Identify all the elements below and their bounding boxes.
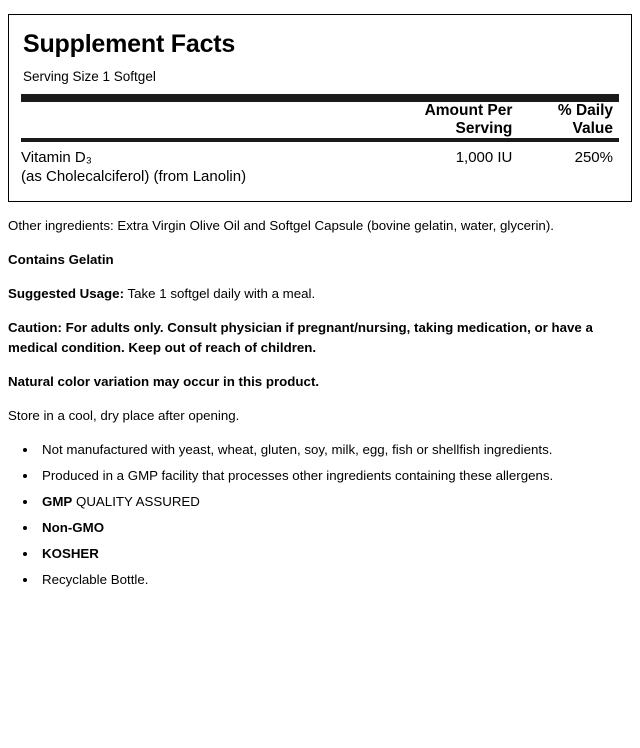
- list-item-text: Not manufactured with yeast, wheat, gluten, soy, milk, egg, fish or shellfish ingredients.: [42, 442, 553, 458]
- nutrient-rows: [21, 142, 619, 187]
- caution-statement: Caution: For adults only. Consult physician if pregnant/nursing, taking medication, or have a medical condition. Keep out of reach of children.: [8, 320, 593, 355]
- list-item: [38, 570, 632, 590]
- header-daily-value: [512, 102, 619, 139]
- table-header-row: [21, 102, 619, 139]
- header-dv-line1: % Daily: [557, 101, 613, 119]
- other-ingredients: Other ingredients: Extra Virgin Olive Oil and Softgel Capsule (bovine gelatin, water, glycerin).: [8, 217, 554, 233]
- panel-bottom-space: [21, 187, 619, 191]
- storage-statement: Store in a cool, dry place after opening.: [8, 408, 240, 424]
- claims-list: [8, 440, 632, 590]
- list-item-bold: GMP: [42, 494, 73, 510]
- suggested-usage-text: Take 1 softgel daily with a meal.: [124, 286, 316, 302]
- list-item-text: Recyclable Bottle.: [42, 572, 149, 588]
- contains-statement: Contains Gelatin: [8, 251, 114, 267]
- header-amount-line1: Amount Per: [424, 101, 513, 119]
- list-item-bold: KOSHER: [42, 546, 99, 562]
- suggested-usage-label: Suggested Usage:: [8, 286, 125, 302]
- list-item-text: Produced in a GMP facility that processes other ingredients containing these allergens.: [42, 468, 554, 484]
- table-row-sub: [21, 168, 619, 187]
- table-row: [21, 142, 619, 168]
- list-item: [38, 544, 632, 564]
- label-body-text: [8, 202, 632, 590]
- nutrient-name: Vitamin D₃: [21, 149, 92, 167]
- nutrient-amount: 1,000 IU: [455, 149, 513, 167]
- header-amount-per-serving: [364, 102, 512, 139]
- panel-title: Supplement Facts: [23, 30, 236, 58]
- header-blank: [21, 102, 364, 139]
- serving-size: Serving Size 1 Softgel: [23, 68, 156, 84]
- list-item-bold: Non-GMO: [42, 520, 105, 536]
- natural-color-statement: Natural color variation may occur in this product.: [8, 373, 320, 389]
- supplement-facts-page: [0, 14, 640, 748]
- list-item: [38, 440, 632, 460]
- nutrition-table: [21, 102, 619, 139]
- list-item-text: QUALITY ASSURED: [72, 494, 200, 510]
- nutrient-daily-value: 250%: [574, 149, 613, 167]
- list-item: [38, 518, 632, 538]
- list-item: [38, 492, 632, 512]
- list-item: [38, 466, 632, 486]
- suggested-usage: [8, 284, 632, 303]
- header-amount-line2: Serving: [455, 119, 513, 137]
- header-dv-line2: Value: [572, 119, 613, 137]
- nutrient-source: (as Cholecalciferol) (from Lanolin): [21, 167, 247, 185]
- thick-divider: [21, 94, 619, 102]
- supplement-facts-panel: [8, 14, 632, 202]
